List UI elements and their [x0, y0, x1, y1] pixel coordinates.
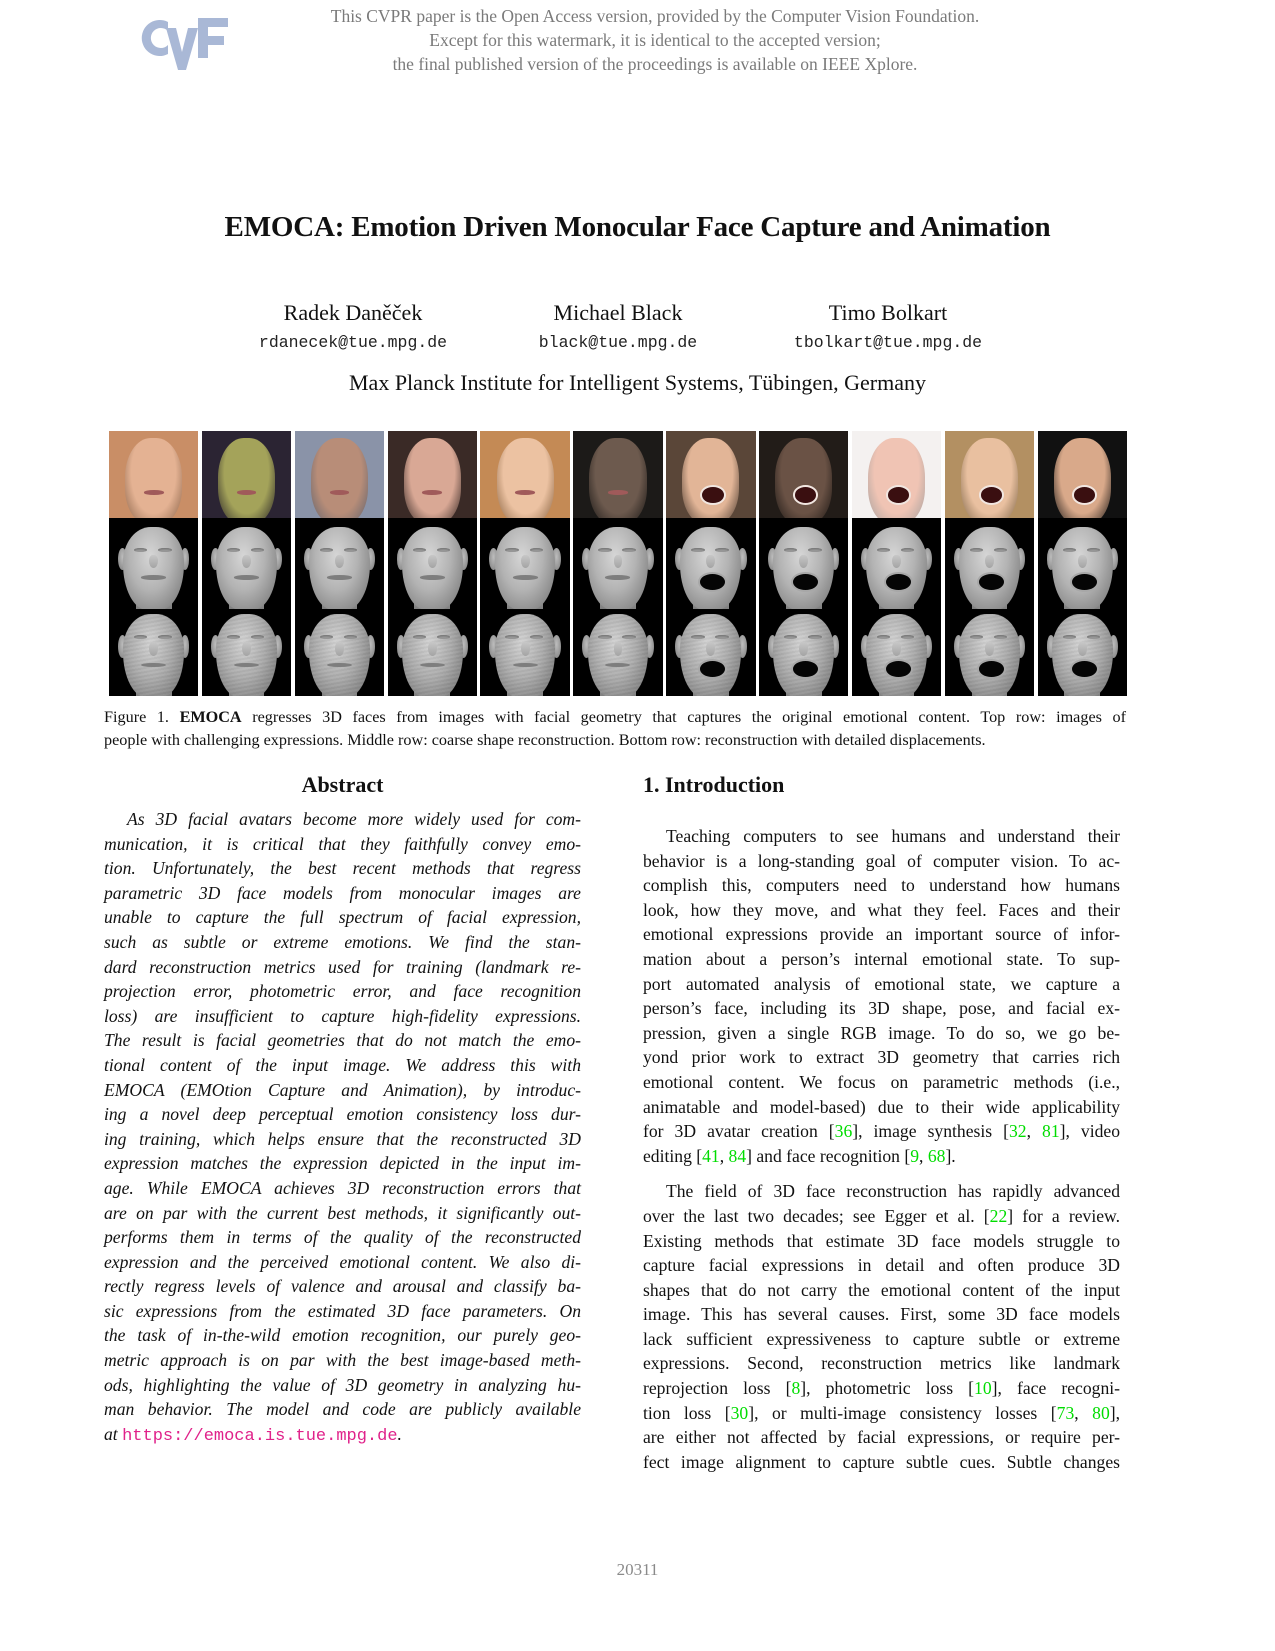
- input-face-photo: [573, 431, 662, 521]
- abstract-line: expression matches the expression depicted in the input im-: [104, 1153, 581, 1174]
- author-email: tbolkart@tue.mpg.de: [793, 333, 983, 352]
- detailed-reconstruction-render: [388, 609, 477, 696]
- detailed-reconstruction-render: [202, 609, 291, 696]
- abstract-line: The result is facial geometries that do not match the emo-: [104, 1030, 581, 1051]
- face-photo-mouth: [793, 485, 818, 505]
- detailed-reconstruction-render: [666, 609, 755, 696]
- abstract-line: ing training, which helps ensure that the reconstructed 3D: [104, 1128, 581, 1149]
- face-photo-shape: [311, 438, 368, 521]
- face-photo-mouth: [422, 490, 442, 494]
- abstract-line: man behavior. The model and code are publicly available: [104, 1399, 581, 1420]
- input-face-photo: [388, 431, 477, 521]
- text-line: emotional expressions provide an important source of infor-: [643, 924, 1120, 945]
- coarse-reconstruction-render: [1038, 521, 1127, 608]
- coarse-reconstruction-render: [109, 521, 198, 608]
- citation-link[interactable]: 10: [974, 1378, 992, 1399]
- face-photo-shape: [218, 438, 275, 521]
- figure-1-teaser: [109, 431, 1127, 696]
- introduction-body: [643, 824, 1120, 1474]
- detailed-reconstruction-render: [1038, 609, 1127, 696]
- detailed-reconstruction-render: [945, 609, 1034, 696]
- figure-column: [295, 431, 384, 696]
- text-line: reprojection loss [8], photometric loss [10], face recogni-: [643, 1378, 1120, 1399]
- cvf-logo-icon: [138, 8, 234, 72]
- figure-column: [666, 431, 755, 696]
- text-line: fect image alignment to capture subtle cues. Subtle changes: [643, 1451, 1120, 1472]
- citation-link[interactable]: 36: [834, 1121, 853, 1142]
- face-photo-mouth: [237, 490, 257, 494]
- introduction-section: [643, 770, 1120, 1474]
- text-line: for 3D avatar creation [36], image synthesis [32, 81], video: [643, 1121, 1120, 1142]
- citation-link[interactable]: 80: [1092, 1402, 1110, 1423]
- intro-paragraph-2: [643, 1229, 1120, 1377]
- figure-column: [945, 431, 1034, 696]
- face-photo-shape: [868, 438, 925, 521]
- input-face-photo: [109, 431, 198, 521]
- abstract-line: munication, it is critical that they faithfully convey emo-: [104, 833, 581, 854]
- author-email: black@tue.mpg.de: [538, 333, 698, 352]
- input-face-photo: [759, 431, 848, 521]
- author-block: [478, 300, 758, 354]
- coarse-reconstruction-render: [759, 521, 848, 608]
- input-face-photo: [852, 431, 941, 521]
- input-face-photo: [1038, 431, 1127, 521]
- affiliation: Max Planck Institute for Intelligent Systems, Tübingen, Germany: [349, 370, 926, 395]
- intro-paragraph-1: [643, 824, 1120, 1119]
- figure-column: [759, 431, 848, 696]
- author-name: Radek Daněček: [283, 300, 423, 325]
- figure-column: [202, 431, 291, 696]
- abstract-line: dard reconstruction metrics used for training (landmark re-: [104, 956, 581, 977]
- face-photo-shape: [682, 438, 739, 521]
- detailed-reconstruction-render: [480, 609, 569, 696]
- caption-label: Figure 1.: [104, 708, 169, 726]
- citation-link[interactable]: 68: [927, 1145, 946, 1166]
- input-face-photo: [945, 431, 1034, 521]
- abstract-line: are on par with the current best methods, it significantly out-: [104, 1202, 581, 1223]
- author-name: Timo Bolkart: [828, 300, 948, 325]
- coarse-reconstruction-render: [202, 521, 291, 608]
- face-photo-shape: [589, 438, 646, 521]
- figure-caption: [104, 706, 1126, 752]
- abstract-line: such as subtle or extreme emotions. We find the stan-: [104, 931, 581, 952]
- watermark-line: Except for this watermark, it is identical to the accepted version;: [429, 30, 881, 50]
- text-line: Teaching computers to see humans and understand their: [666, 826, 1120, 846]
- input-face-photo: [295, 431, 384, 521]
- figure-column: [388, 431, 477, 696]
- abstract-line: expression and the perceived emotional content. We also di-: [104, 1251, 581, 1272]
- page-number: 20311: [616, 1560, 659, 1579]
- abstract-line: metric approach is on par with the best image-based meth-: [104, 1350, 581, 1371]
- abstract-line: loss) are insufficient to capture high-fidelity expressions.: [104, 1005, 581, 1026]
- text-line: are either not affected by facial expressions, or require per-: [643, 1427, 1120, 1448]
- caption-line: people with challenging expressions. Middle row: coarse shape reconstruction. Bottom row: reconstruction with detailed displacements.: [104, 731, 986, 749]
- text-line: image. This has several causes. First, some 3D face models: [643, 1304, 1120, 1325]
- figure-column: [109, 431, 198, 696]
- text-line: expressions. Second, reconstruction metrics like landmark: [643, 1353, 1120, 1374]
- introduction-heading: 1. Introduction: [643, 772, 785, 797]
- abstract-body: [104, 807, 581, 1449]
- text-line: person’s face, including its 3D shape, pose, and facial ex-: [643, 998, 1120, 1019]
- detailed-reconstruction-render: [852, 609, 941, 696]
- caption-line: [104, 706, 1126, 729]
- text-line: The field of 3D face reconstruction has rapidly advanced: [666, 1181, 1120, 1202]
- text-line: behavior is a long-standing goal of computer vision. To ac-: [643, 850, 1120, 871]
- abstract-line: ing a novel deep perceptual emotion consistency loss dur-: [104, 1104, 581, 1125]
- face-photo-mouth: [700, 485, 725, 505]
- watermark-line: This CVPR paper is the Open Access version, provided by the Computer Vision Foundation.: [330, 6, 980, 26]
- abstract-line: sic expressions from the estimated 3D face parameters. On: [104, 1300, 581, 1321]
- watermark-line: the final published version of the proceedings is available on IEEE Xplore.: [392, 54, 918, 74]
- input-face-photo: [202, 431, 291, 521]
- paper-title: EMOCA: Emotion Driven Monocular Face Capture and Animation: [224, 211, 1051, 243]
- open-access-watermark: [260, 4, 1050, 76]
- text-line: shapes that do not carry the emotional content of the input: [643, 1279, 1120, 1300]
- abstract-line: EMOCA (EMOtion Capture and Animation), by introduc-: [104, 1079, 581, 1100]
- project-url-link[interactable]: https://emoca.is.tue.mpg.de: [122, 1426, 398, 1446]
- detailed-reconstruction-render: [759, 609, 848, 696]
- author-email: rdanecek@tue.mpg.de: [258, 333, 448, 352]
- citation-link[interactable]: 41: [702, 1145, 720, 1166]
- face-photo-mouth: [979, 485, 1004, 505]
- abstract-line: tional content of the input image. We address this with: [104, 1054, 581, 1075]
- coarse-reconstruction-render: [945, 521, 1034, 608]
- face-photo-shape: [125, 438, 182, 521]
- cvf-logo: [138, 8, 234, 72]
- abstract-line: the task of in-the-wild emotion recognition, our purely geo-: [104, 1325, 581, 1346]
- coarse-reconstruction-render: [388, 521, 477, 608]
- abstract-line: age. While EMOCA achieves 3D reconstruction errors that: [104, 1177, 581, 1198]
- face-photo-mouth: [330, 490, 350, 494]
- text-line: yond prior work to extract 3D geometry that carries rich: [643, 1047, 1120, 1068]
- citation-link[interactable]: 30: [730, 1402, 749, 1423]
- caption-text: regresses 3D faces from images with facial geometry that captures the original emotional content. Top row: images of: [241, 708, 1127, 726]
- abstract-section: [104, 770, 581, 1449]
- coarse-reconstruction-render: [480, 521, 569, 608]
- author-block: [748, 300, 1028, 354]
- abstract-line: tion. Unfortunately, the best recent methods that regress: [104, 858, 581, 879]
- text-line: animatable and model-based) due to their wide applicability: [643, 1096, 1120, 1117]
- abstract-line: As 3D facial avatars become more widely used for com-: [127, 809, 581, 829]
- abstract-line: performs them in terms of the quality of the reconstructed: [104, 1227, 581, 1248]
- text-line: mation about a person’s internal emotional state. To sup-: [643, 948, 1120, 969]
- face-photo-mouth: [515, 490, 535, 494]
- abstract-line: ods, highlighting the value of 3D geometry in analyzing hu-: [104, 1374, 581, 1395]
- face-photo-mouth: [144, 490, 164, 494]
- detailed-reconstruction-render: [295, 609, 384, 696]
- text-line: tion loss [30], or multi-image consistency losses [73, 80],: [643, 1402, 1120, 1423]
- citation-link[interactable]: 22: [989, 1205, 1008, 1226]
- face-photo-shape: [775, 438, 832, 521]
- abstract-line: rectly regress levels of valence and arousal and classify ba-: [104, 1276, 581, 1297]
- abstract-line: at https://emoca.is.tue.mpg.de.: [104, 1423, 402, 1446]
- citation-link[interactable]: 84: [728, 1145, 747, 1166]
- face-photo-shape: [404, 438, 461, 521]
- face-photo-mouth: [1072, 485, 1097, 505]
- text-line: capture facial expressions in detail and often produce 3D: [643, 1255, 1120, 1276]
- figure-column: [480, 431, 569, 696]
- face-photo-mouth: [608, 490, 628, 494]
- citation-link[interactable]: 32: [1008, 1121, 1027, 1142]
- coarse-reconstruction-render: [852, 521, 941, 608]
- figure-column: [1038, 431, 1127, 696]
- citation-link[interactable]: 81: [1042, 1121, 1060, 1142]
- citation-link[interactable]: 8: [791, 1378, 801, 1399]
- text-line: over the last two decades; see Egger et al. [22] for a review.: [643, 1205, 1120, 1226]
- author-block: [213, 300, 493, 354]
- face-photo-shape: [961, 438, 1018, 521]
- detailed-reconstruction-render: [109, 609, 198, 696]
- text-line: complish this, computers need to understand how humans: [643, 875, 1120, 896]
- text-line: pression, given a single RGB image. To do so, we go be-: [643, 1022, 1120, 1043]
- citation-link[interactable]: 73: [1056, 1402, 1075, 1423]
- text-line: port automated analysis of emotional state, we capture a: [643, 973, 1120, 994]
- text-line: Existing methods that estimate 3D face models struggle to: [643, 1230, 1120, 1251]
- caption-bold-term: EMOCA: [179, 708, 242, 726]
- input-face-photo: [666, 431, 755, 521]
- author-name: Michael Black: [553, 300, 683, 325]
- text-line: look, how they move, and what they feel. Faces and their: [643, 899, 1120, 920]
- figure-column: [852, 431, 941, 696]
- abstract-heading: Abstract: [301, 772, 384, 797]
- face-photo-mouth: [886, 485, 911, 505]
- input-face-photo: [480, 431, 569, 521]
- coarse-reconstruction-render: [573, 521, 662, 608]
- face-photo-shape: [1054, 438, 1111, 521]
- citation-link[interactable]: 9: [910, 1145, 920, 1166]
- abstract-line: unable to capture the full spectrum of facial expression,: [104, 907, 581, 928]
- text-line: emotional content. We focus on parametric methods (i.e.,: [643, 1071, 1120, 1092]
- figure-column: [573, 431, 662, 696]
- text-line: editing [41, 84] and face recognition [9, 68].: [643, 1145, 956, 1166]
- abstract-line: parametric 3D face models from monocular images are: [104, 882, 581, 903]
- coarse-reconstruction-render: [295, 521, 384, 608]
- detailed-reconstruction-render: [573, 609, 662, 696]
- face-photo-shape: [497, 438, 554, 521]
- coarse-reconstruction-render: [666, 521, 755, 608]
- abstract-line: projection error, photometric error, and face recognition: [104, 981, 581, 1002]
- text-line: lack sufficient expressiveness to capture subtle or extreme: [643, 1328, 1120, 1349]
